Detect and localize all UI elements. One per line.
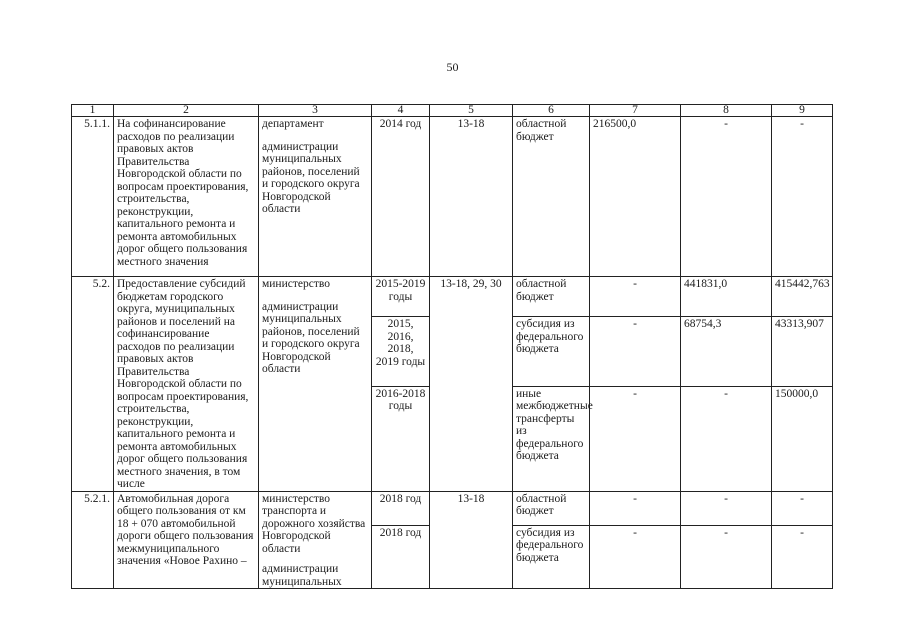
item-target: 13-18, 29, 30 [430, 277, 513, 492]
column-number: 9 [772, 105, 833, 117]
item-period: 2015-2019 годы [372, 277, 430, 317]
item-value-7: - [590, 491, 681, 525]
item-period: 2018 год [372, 525, 430, 588]
column-number: 8 [681, 105, 772, 117]
item-target: 13-18 [430, 117, 513, 277]
item-value-9: 415442,763 [772, 277, 833, 317]
item-source: иные межбюджетные трансферты из федерального бюджета [513, 386, 590, 491]
item-value-8: 441831,0 [681, 277, 772, 317]
item-value-7: - [590, 525, 681, 588]
item-source: областной бюджет [513, 491, 590, 525]
executor-secondary: администрации муниципальных районов, поселений и городского округа Новгородской области [262, 140, 360, 215]
item-value-9: 150000,0 [772, 386, 833, 491]
item-value-7: - [590, 386, 681, 491]
item-value-8: 68754,3 [681, 317, 772, 387]
item-value-9: - [772, 491, 833, 525]
item-value-9: 43313,907 [772, 317, 833, 387]
table-row [72, 277, 833, 317]
executor-primary: министерство [262, 278, 330, 290]
column-number-row [72, 105, 833, 117]
item-executor [259, 117, 372, 277]
executor-primary: департамент [262, 118, 324, 130]
item-value-9: - [772, 525, 833, 588]
item-value-7: 216500,0 [590, 117, 681, 277]
item-source: субсидия из федерального бюджета [513, 317, 590, 387]
table-row [72, 491, 833, 525]
page-number: 50 [446, 60, 459, 74]
item-period: 2014 год [372, 117, 430, 277]
item-source: субсидия из федерального бюджета [513, 525, 590, 588]
column-number: 7 [590, 105, 681, 117]
item-number: 5.2.1. [72, 491, 114, 589]
item-executor [259, 277, 372, 492]
item-value-7: - [590, 317, 681, 387]
item-number: 5.1.1. [72, 117, 114, 277]
column-number: 4 [372, 105, 430, 117]
item-value-8: - [681, 491, 772, 525]
item-description: Предоставление субсидий бюджетам городского округа, муниципальных районов и поселений на софинансирование расходов по реализации правовых актов Правительства Новгородской области по вопросам проектирования, строительства, реконструкции, капитального ремонта и ремонта автомобильных дорог общего пользования местного значения, в том числе [114, 277, 259, 492]
item-period: 2015, 2016, 2018, 2019 годы [372, 317, 430, 387]
item-source: областной бюджет [513, 117, 590, 277]
item-period: 2016-2018 годы [372, 386, 430, 491]
item-number: 5.2. [72, 277, 114, 492]
table-row [72, 117, 833, 277]
item-description: На софинансирование расходов по реализации правовых актов Правительства Новгородской области по вопросам проектирования, строительства, реконструкции, капитального ремонта и ремонта автомобильных дорог общего пользования местного значения [114, 117, 259, 277]
column-number: 6 [513, 105, 590, 117]
item-value-7: - [590, 277, 681, 317]
executor-primary: министерство транспорта и дорожного хозяйства Новгородской области [262, 492, 366, 555]
item-source: областной бюджет [513, 277, 590, 317]
executor-secondary: администрации муниципальных районов, поселений и городского округа Новгородской области [262, 300, 360, 375]
column-number: 3 [259, 105, 372, 117]
column-number: 2 [114, 105, 259, 117]
item-value-8: - [681, 386, 772, 491]
item-value-8: - [681, 525, 772, 588]
executor-secondary: администрации муниципальных [262, 563, 342, 588]
item-value-9: - [772, 117, 833, 277]
item-period: 2018 год [372, 491, 430, 525]
item-description: Автомобильная дорога общего пользования от км 18 + 070 автомобильной дороги общего пользования межмуниципального значения «Новое Рахино – [114, 491, 259, 589]
item-target: 13-18 [430, 491, 513, 589]
column-number: 5 [430, 105, 513, 117]
item-value-8: - [681, 117, 772, 277]
item-executor [259, 491, 372, 589]
program-table [71, 104, 833, 589]
column-number: 1 [72, 105, 114, 117]
